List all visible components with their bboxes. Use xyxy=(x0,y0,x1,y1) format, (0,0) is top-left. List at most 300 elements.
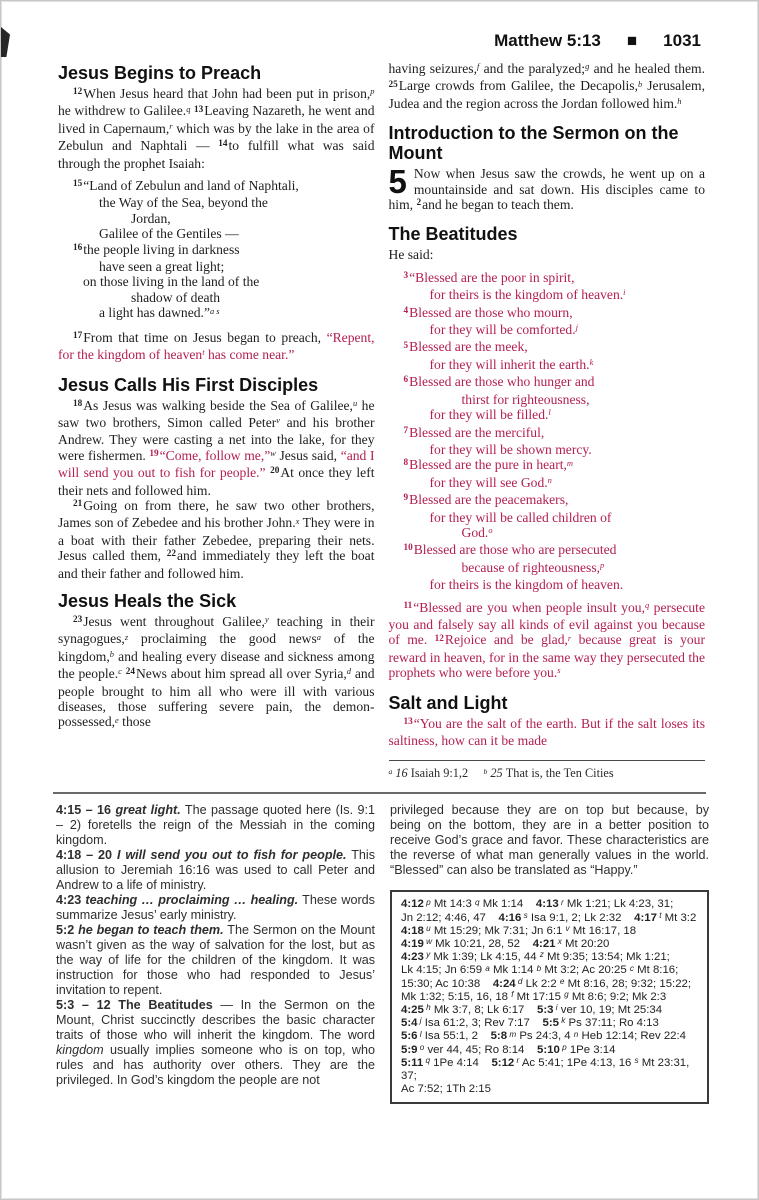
verse-paragraph xyxy=(58,614,375,732)
xref-verse-ref: 4:13 xyxy=(535,898,559,911)
footnote-rule xyxy=(389,760,706,761)
xref-verse-ref: 4:24 xyxy=(492,977,516,990)
xref-letter: z xyxy=(539,950,544,960)
poem-line xyxy=(73,226,375,241)
xref-letter: s xyxy=(521,910,528,920)
crossref-letter: b xyxy=(109,649,114,659)
square-bullet-icon: ■ xyxy=(626,31,638,50)
text-run: Leaving Nazareth, he went and lived in Capernaum, xyxy=(58,103,375,136)
xref-letter: l xyxy=(417,1029,422,1039)
header-page-number: 1031 xyxy=(663,31,701,50)
xref-letter: t xyxy=(656,910,662,920)
xref-letter: r xyxy=(558,897,564,907)
text-run: Mt 14:3 xyxy=(430,898,475,911)
text-run: Galilee of the Gentiles — xyxy=(99,226,239,242)
verse-number: 4 xyxy=(403,304,409,315)
poem-line xyxy=(73,211,375,226)
text-run: have seen a great light; xyxy=(99,259,225,275)
xref-letter: a xyxy=(485,963,490,973)
xref-verse-ref: 5:12 xyxy=(491,1056,515,1069)
xref-line xyxy=(401,1017,698,1030)
red-letter-text: “You are the salt of the earth. But if the salt loses its saltiness, how can it be made xyxy=(388,715,705,748)
footnotes xyxy=(389,760,706,782)
crossref-letter: c xyxy=(118,666,122,677)
text-run: Mt 17:15 xyxy=(513,990,565,1003)
verse-number: 9 xyxy=(403,492,409,503)
xref-letter: j xyxy=(417,1016,422,1026)
xref-letter: q xyxy=(423,1055,431,1065)
section-heading: Introduction to the Sermon on the Mount xyxy=(388,123,679,164)
text-run: Going on from there, he saw two other brothers, James son of Zebedee and his brother John. xyxy=(58,497,375,531)
xref-letter: d xyxy=(515,976,523,986)
xref-letter: b xyxy=(536,963,542,973)
text-run: Jesus went throughout Galilee, xyxy=(83,613,265,629)
text-run: Mk 1:21; Lk 4:23, 31; xyxy=(563,898,674,911)
xref-line xyxy=(401,964,698,977)
poem-line xyxy=(404,322,706,339)
red-letter-text: Blessed are those who mourn, xyxy=(409,304,573,320)
verse-number: 12 xyxy=(434,632,444,643)
red-letter-text: because of righteousness, xyxy=(461,559,601,575)
xref-letter: k xyxy=(558,1016,566,1026)
footnote-text xyxy=(389,766,706,782)
xref-verse-ref: 5:8 xyxy=(490,1030,508,1043)
xref-line xyxy=(401,951,698,964)
crossref-letter: t xyxy=(202,347,205,358)
text-run: News about him spread all over Syria, xyxy=(135,666,347,682)
text-run: Jn 2:12; 4:46, 47 xyxy=(401,911,499,924)
xref-letter: m xyxy=(507,1029,517,1039)
poem-line xyxy=(404,442,706,457)
verse-paragraph xyxy=(389,600,706,683)
poem-line xyxy=(73,290,375,305)
red-letter-text: “Blessed are you when people insult you, xyxy=(413,599,645,615)
xref-letter: o xyxy=(417,1042,425,1052)
verse-paragraph xyxy=(58,498,375,581)
poem-line xyxy=(73,242,375,259)
red-letter-text: for theirs is the kingdom of heaven. xyxy=(429,287,624,303)
verse-number: 19 xyxy=(149,447,159,458)
verse-number: 7 xyxy=(403,424,409,435)
text-run: 1Pe 4:14 xyxy=(430,1056,492,1069)
text-run: Mk 1:32; 5:15, 16, 18 xyxy=(401,990,512,1003)
cross-reference-box xyxy=(390,890,709,1104)
crossref-letter: z xyxy=(124,631,129,642)
verse-number: 5 xyxy=(403,339,409,350)
xref-verse-ref: 4:25 xyxy=(401,1004,424,1017)
note-reference: 5:2 xyxy=(56,923,79,938)
text-run: ver 10, 19; Mt 25:34 xyxy=(557,1004,663,1017)
xref-line xyxy=(401,978,698,991)
notes-column-left xyxy=(56,803,375,1104)
poem-line xyxy=(404,407,706,424)
poem-line xyxy=(73,274,375,289)
verse-number: 25 xyxy=(388,78,398,89)
italic-text: 16 xyxy=(392,766,411,781)
xref-letter: i xyxy=(553,1003,558,1013)
xref-verse-ref: 4:17 xyxy=(634,911,657,924)
text-run: Heb 12:14; Rev 22:4 xyxy=(578,1030,687,1043)
text-run: 1Pe 3:14 xyxy=(566,1043,616,1056)
xref-line xyxy=(401,898,698,911)
text-run: As Jesus was walking beside the Sea of Galilee, xyxy=(83,397,353,413)
text-run: usually implies someone who is on top, who rules and has authority over others. They are the privileged. In God’s kingdom the people are not xyxy=(56,1043,375,1088)
text-run: teaching in their synagogues, xyxy=(58,613,375,647)
red-letter-text: “Blessed are the poor in spirit, xyxy=(409,269,575,285)
text-run: Now when Jesus saw the crowds, he went up on a mountainside and sat down. His disciples came to him, xyxy=(388,166,705,213)
red-letter-text: “Repent, for the kingdom of heaven xyxy=(58,329,375,363)
study-note xyxy=(56,803,375,848)
crossref-letter: i xyxy=(623,287,626,298)
text-run: Mt 3:2; Ac 20:25 xyxy=(541,964,630,977)
crossref-letter: q xyxy=(186,103,191,114)
poem-line xyxy=(404,357,706,374)
text-run: and the paralyzed; xyxy=(479,61,586,76)
text-run: and healing every disease and sickness among the people. xyxy=(58,648,375,682)
crossref-letter: w xyxy=(270,447,276,458)
verse-paragraph xyxy=(389,61,706,113)
text-run: Mk 1:14 xyxy=(479,898,536,911)
poem-line xyxy=(404,457,706,474)
study-note xyxy=(390,803,709,878)
poem-line xyxy=(404,374,706,391)
poem-line xyxy=(404,305,706,322)
crossref-letter: l xyxy=(548,407,551,418)
xref-letter: v xyxy=(565,923,570,933)
xref-verse-ref: 4:16 xyxy=(498,911,522,924)
xref-verse-ref: 5:6 xyxy=(401,1030,418,1043)
poem-line xyxy=(404,392,706,407)
verse-paragraph xyxy=(389,716,706,749)
red-letter-text: Blessed are the meek, xyxy=(409,339,528,355)
red-letter-text: has come near.” xyxy=(204,347,295,363)
bible-column-left xyxy=(58,61,375,782)
red-letter-text: “and I will send you out to fish for people.” xyxy=(58,447,375,481)
red-letter-text: Blessed are those who are persecuted xyxy=(413,542,617,558)
text-run: of the kingdom, xyxy=(58,631,375,664)
red-letter-text: Blessed are the merciful, xyxy=(409,424,545,440)
xref-line xyxy=(401,1083,698,1096)
crossref-letter: a xyxy=(388,766,393,776)
study-note xyxy=(56,998,375,1088)
text-run: those xyxy=(118,714,151,730)
text-run: Ac 7:52; 1Th 2:15 xyxy=(401,1083,491,1096)
verse-number: 13 xyxy=(194,103,204,114)
verse-number: 8 xyxy=(403,457,409,468)
text-run: having seizures, xyxy=(388,61,477,76)
red-letter-text: Rejoice and be glad, xyxy=(444,632,568,648)
poem-line xyxy=(73,195,375,210)
poetry-block xyxy=(404,270,706,593)
crossref-letter: v xyxy=(276,415,281,426)
text-run: Mt 20:20 xyxy=(561,938,610,951)
text-run: Ps 37:11; Ro 4:13 xyxy=(565,1017,659,1030)
verse-number: 10 xyxy=(403,542,413,553)
note-reference: 4:23 xyxy=(56,893,86,908)
text-run: Jerusalem, Judea and the region across the Jordan followed him. xyxy=(388,78,705,111)
crossref-letter: u xyxy=(352,397,358,408)
poem-line xyxy=(404,475,706,492)
poem-line xyxy=(404,492,706,509)
note-keyphrase: he began to teach them. xyxy=(78,923,224,938)
xref-verse-ref: 5:4 xyxy=(401,1017,418,1030)
text-run: At once they left their nets and followed him. xyxy=(58,465,375,498)
text-run: Mt 9:35; 13:54; Mk 1:21; xyxy=(543,951,670,964)
verse-number: 6 xyxy=(403,374,409,385)
crossref-letter: e xyxy=(115,714,119,725)
chapter-number: 5 xyxy=(388,163,407,201)
crossref-letter: m xyxy=(566,457,573,468)
text-run: When Jesus heard that John had been put in prison, xyxy=(83,86,371,101)
text-run: privileged because they are on top but because, by being on the bottom, they are in a better position to receive God’s grace and favor. These characteristics are the reverse of what man generally values in the world. “Blessed” can also be translated as “Happy.” xyxy=(390,803,709,878)
verse-number: 20 xyxy=(270,465,280,476)
text-run: They were in a boat with their father Zebedee, preparing their nets. Jesus called them, xyxy=(58,515,375,564)
verse-paragraph xyxy=(58,398,375,498)
verse-number: 22 xyxy=(166,548,176,559)
xref-verse-ref: 4:12 xyxy=(401,898,424,911)
verse-number: 21 xyxy=(73,498,83,509)
text-run: Mt 16:17, 18 xyxy=(569,924,637,937)
text-run: Ac 5:41; 1Pe 4:13, 16 xyxy=(519,1056,635,1069)
text-run: Mt 8:16, 28; 9:32; 15:22; xyxy=(564,977,692,990)
text-run: — In the Sermon on the Mount, Christ succinctly describes the basic character traits of those who will inherit the kingdom. The word xyxy=(56,998,375,1043)
red-letter-text: for they will be shown mercy. xyxy=(429,441,592,457)
text-run: which was by the lake in the area of Zebulun and Naphtali — xyxy=(58,120,375,154)
xref-letter: h xyxy=(423,1003,431,1013)
text-run: From that time on Jesus began to preach, xyxy=(83,329,327,345)
verse-number: 23 xyxy=(73,614,83,625)
xref-line xyxy=(401,1044,698,1057)
verse-number: 13 xyxy=(403,715,413,726)
xref-verse-ref: 4:18 xyxy=(401,924,424,937)
xref-letter: f xyxy=(511,989,514,999)
xref-letter: p xyxy=(559,1042,567,1052)
text-run: on those living in the land of the xyxy=(83,274,260,290)
text-run: 15:30; Ac 10:38 xyxy=(401,977,493,990)
red-letter-text: thirst for righteousness, xyxy=(461,391,590,407)
text-run: These words summarize Jesus’ early ministry. xyxy=(56,893,375,923)
text-run: and his brother Andrew. They were casting a net into the lake, for they were fishermen. xyxy=(58,414,375,463)
note-reference: 4:18 – 20 xyxy=(56,848,117,863)
crossref-letter: j xyxy=(575,322,578,333)
header-reference: Matthew 5:13 xyxy=(494,31,601,50)
note-keyphrase: teaching … proclaiming … healing. xyxy=(85,893,299,908)
crossref-letter: a s xyxy=(209,305,220,316)
text-run: Mt 23:31, 37; xyxy=(401,1056,693,1083)
verse-number: 11 xyxy=(403,599,413,610)
text-run: and he began to teach them. xyxy=(422,197,574,213)
crossref-letter: b xyxy=(638,78,643,89)
text-run: Mk 3:7, 8; Lk 6:17 xyxy=(430,1004,538,1017)
red-letter-text: for they will be filled. xyxy=(429,407,549,423)
poem-line xyxy=(404,560,706,577)
red-letter-text: Blessed are those who hunger and xyxy=(409,374,595,390)
text-run: This allusion to Jeremiah 16:16 was used to call Peter and Andrew to a life of ministry. xyxy=(56,848,376,893)
study-notes-section xyxy=(1,794,758,1104)
verse-paragraph xyxy=(58,330,375,365)
text-run: Mk 1:39; Lk 4:15, 44 xyxy=(430,951,540,964)
crossref-letter: k xyxy=(589,357,594,368)
italic-text: kingdom xyxy=(56,1043,104,1058)
poem-line xyxy=(73,259,375,274)
xref-letter: c xyxy=(629,963,634,973)
xref-line xyxy=(401,1004,698,1017)
text-run: Isaiah 9:1,2 xyxy=(410,766,484,781)
text-run: Jordan, xyxy=(131,210,171,226)
xref-letter: x xyxy=(555,937,562,947)
text-run: He said: xyxy=(388,247,434,263)
crossref-letter: a xyxy=(316,631,321,642)
xref-line xyxy=(401,1057,698,1083)
section-heading: Jesus Heals the Sick xyxy=(58,590,237,611)
xref-letter: s xyxy=(634,1055,639,1065)
section-heading: Salt and Light xyxy=(388,692,508,713)
text-run: to fulfill what was said through the prophet Isaiah: xyxy=(58,138,375,171)
xref-letter: y xyxy=(423,950,431,960)
xref-letter: r xyxy=(514,1055,520,1065)
xref-letter: n xyxy=(573,1029,579,1039)
poem-line xyxy=(73,178,375,195)
red-letter-text: for they will be comforted. xyxy=(429,322,576,338)
crossref-letter: p xyxy=(370,86,375,97)
crossref-letter: d xyxy=(346,666,351,677)
text-run: and immediately they left the boat and their father and followed him. xyxy=(58,548,375,581)
verse-number: 24 xyxy=(125,666,135,677)
xref-verse-ref: 4:19 xyxy=(401,938,424,951)
crossref-letter: y xyxy=(264,614,269,625)
text-run: Mt 8:16; xyxy=(633,964,679,977)
note-keyphrase: I will send you out to fish for people. xyxy=(116,848,347,863)
text-run: Ps 24:3, 4 xyxy=(516,1030,574,1043)
crossref-letter: b xyxy=(483,766,488,776)
crossref-letter: x xyxy=(295,515,300,526)
red-letter-text: because great is your reward in heaven, for in the same way they persecuted the prophets who were before you. xyxy=(388,632,705,681)
text-run: a light has dawned.” xyxy=(99,305,210,321)
text-run: “Land of Zebulun and land of Naphtali, xyxy=(83,178,299,194)
text-run: the Way of the Sea, beyond the xyxy=(99,195,268,211)
xref-line xyxy=(401,991,698,1004)
xref-letter: g xyxy=(564,989,569,999)
text-run: The Sermon on the Mount wasn’t given as the way of salvation for the lost, but as the way of life for the children of the kingdom. It was instruction for those who had responded to Jesus’ invitation to repent. xyxy=(56,923,375,998)
text-run: Isa 9:1, 2; Lk 2:32 xyxy=(527,911,635,924)
poem-line xyxy=(73,305,375,322)
study-note xyxy=(56,893,375,923)
poem-line xyxy=(404,525,706,542)
crossref-letter: p xyxy=(600,559,605,570)
running-header xyxy=(1,1,758,51)
verse-number: 15 xyxy=(73,178,83,189)
red-letter-text: God. xyxy=(461,524,489,540)
section-heading: Jesus Calls His First Disciples xyxy=(58,374,319,395)
bible-text-section xyxy=(1,51,758,782)
red-letter-text: persecute you and falsely say all kinds of evil against you because of me. xyxy=(388,599,705,648)
bible-column-right xyxy=(389,61,706,782)
poem-line xyxy=(404,577,706,592)
poem-line xyxy=(404,542,706,559)
note-reference: 4:15 – 16 xyxy=(56,803,116,818)
xref-letter: w xyxy=(423,937,432,947)
verse-number: 3 xyxy=(403,269,409,280)
italic-text: 25 xyxy=(487,766,506,781)
xref-letter: u xyxy=(423,923,431,933)
xref-line xyxy=(401,938,698,951)
xref-line xyxy=(401,912,698,925)
crossref-letter: h xyxy=(677,96,682,107)
text-run: Mt 8:6; 9:2; Mk 2:3 xyxy=(568,990,667,1003)
text-run: shadow of death xyxy=(131,289,221,305)
verse-number: 18 xyxy=(73,397,83,408)
xref-line xyxy=(401,1030,698,1043)
crossref-letter: f xyxy=(476,61,480,72)
text-run: That is, the Ten Cities xyxy=(505,766,614,781)
note-keyphrase: great light. xyxy=(115,803,181,818)
notes-column-right xyxy=(390,803,709,1104)
text-run: he withdrew to Galilee. xyxy=(58,103,187,119)
verse-number: 12 xyxy=(73,86,83,97)
poetry-block xyxy=(73,178,375,323)
xref-letter: e xyxy=(559,976,565,986)
text-run: and he healed them. xyxy=(589,61,706,76)
red-letter-text: for they will see God. xyxy=(429,474,548,490)
red-letter-text: Blessed are the pure in heart, xyxy=(409,457,567,473)
text-run: Mt 3:2 xyxy=(661,911,697,924)
red-letter-text: for they will be called children of xyxy=(429,509,612,525)
crossref-letter: q xyxy=(644,599,650,610)
section-heading: The Beatitudes xyxy=(388,224,518,245)
xref-letter: q xyxy=(474,897,480,907)
text-run: ver 44, 45; Ro 8:14 xyxy=(424,1043,538,1056)
crossref-letter: s xyxy=(557,665,561,676)
red-letter-text: Blessed are the peacemakers, xyxy=(409,492,569,508)
poem-line xyxy=(404,510,706,525)
xref-verse-ref: 5:5 xyxy=(542,1017,559,1030)
verse-number: 16 xyxy=(73,241,83,252)
poem-line xyxy=(404,339,706,356)
text-run: proclaiming the good news xyxy=(128,631,317,647)
text-run: Lk 2:2 xyxy=(522,977,560,990)
red-letter-text: “Come, follow me,” xyxy=(159,447,271,463)
red-letter-text: for they will inherit the earth. xyxy=(429,356,590,372)
text-run: Mt 15:29; Mk 7:31; Jn 6:1 xyxy=(430,924,566,937)
section-heading: Jesus Begins to Preach xyxy=(58,63,262,83)
text-run: Large crowds from Galilee, the Decapolis, xyxy=(398,78,638,94)
xref-letter: p xyxy=(423,897,431,907)
crossref-letter: g xyxy=(585,61,590,72)
poem-line xyxy=(404,287,706,304)
xref-verse-ref: 5:3 xyxy=(537,1004,554,1017)
text-run: Isa 55:1, 2 xyxy=(421,1030,491,1043)
text-run: and people brought to him all who were ill with various diseases, those suffering severe pain, the demon-possessed, xyxy=(58,666,375,730)
verse-paragraph xyxy=(388,163,706,214)
xref-verse-ref: 4:21 xyxy=(532,938,556,951)
xref-line xyxy=(401,925,698,938)
verse-number: 14 xyxy=(218,138,228,149)
poem-line xyxy=(404,425,706,442)
text-run: Isa 61:2, 3; Rev 7:17 xyxy=(421,1017,543,1030)
xref-verse-ref: 4:23 xyxy=(401,951,424,964)
crossref-letter: r xyxy=(567,632,572,643)
study-note xyxy=(56,923,375,998)
crossref-letter: r xyxy=(169,121,173,132)
verse-paragraph xyxy=(58,86,375,171)
crossref-letter: o xyxy=(488,525,493,536)
verse-number: 17 xyxy=(73,329,83,340)
text-run: Jesus said, xyxy=(275,447,341,463)
poem-line xyxy=(404,270,706,287)
xref-verse-ref: 5:9 xyxy=(401,1043,418,1056)
text-run: he saw two brothers, Simon called Peter xyxy=(58,397,375,430)
red-letter-text: for theirs is the kingdom of heaven. xyxy=(429,577,624,593)
